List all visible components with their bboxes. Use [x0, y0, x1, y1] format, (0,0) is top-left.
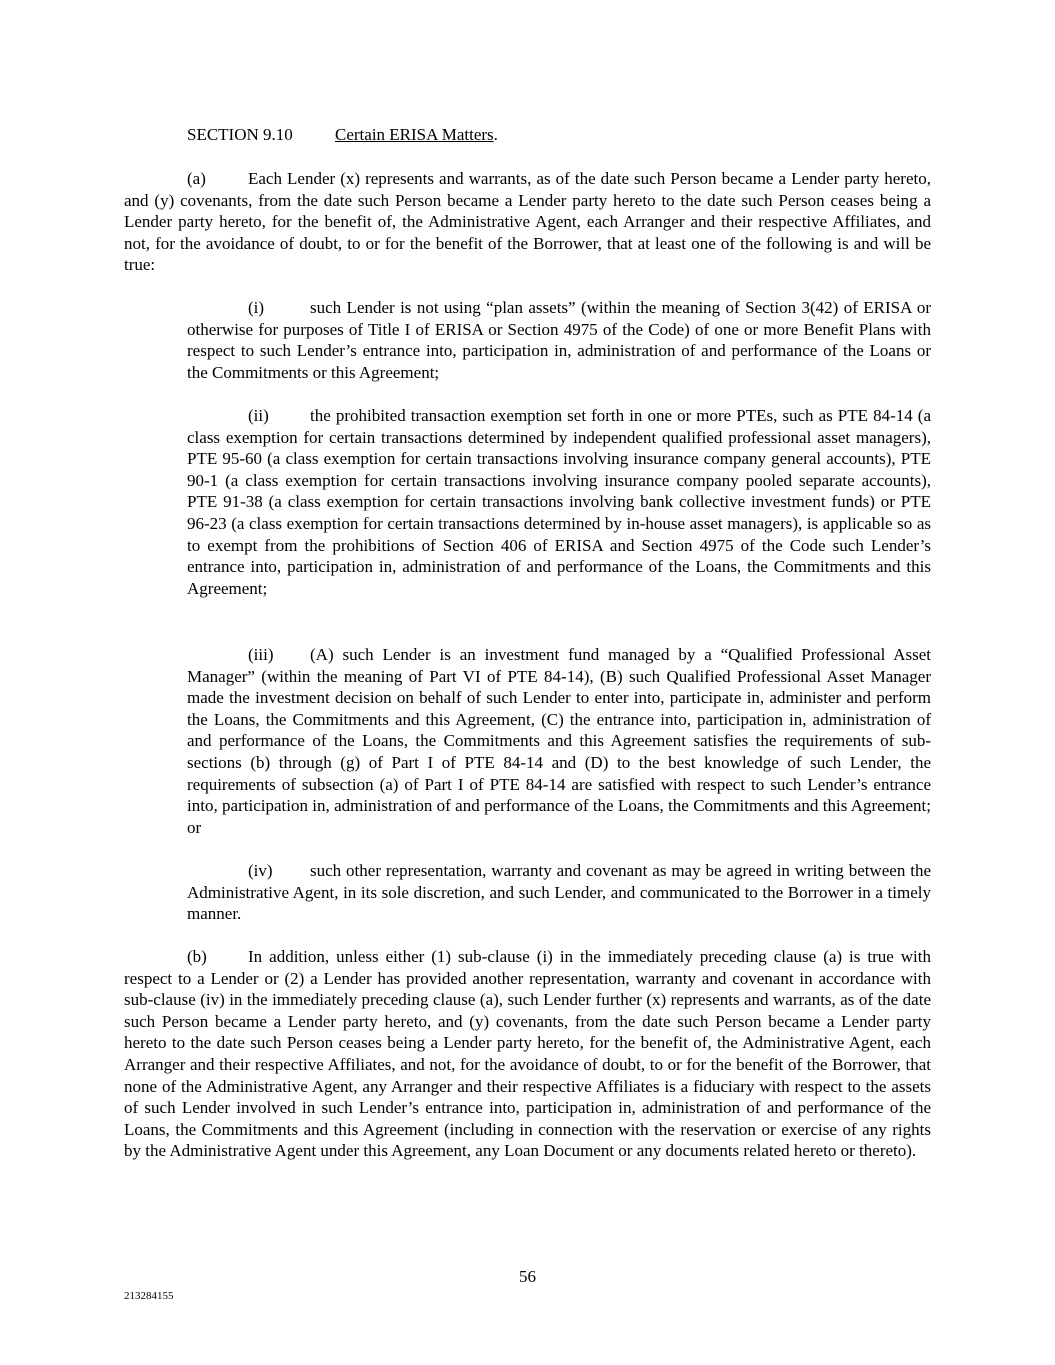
clause-b-label: (b) [187, 947, 207, 966]
subclause-iv-label: (iv) [248, 861, 273, 880]
document-id: 213284155 [124, 1290, 174, 1302]
clause-a-label: (a) [187, 169, 206, 188]
section-number: SECTION 9.10 [187, 125, 293, 144]
subclause-iv-text: such other representation, warranty and covenant as may be agreed in writing between the Administrative Agent, in its sole discretion, and such Lender, and communicated to the Borrower in a timely manner. [187, 861, 931, 924]
clause-b [124, 946, 931, 1162]
subclause-iv [187, 860, 931, 925]
subclause-i-label: (i) [248, 298, 265, 317]
page-number: 56 [519, 1267, 536, 1286]
subclause-ii-text: the prohibited transaction exemption set forth in one or more PTEs, such as PTE 84-14 (a class exemption for certain transactions determined by independent qualified professional asset managers), PTE 95-60 (a class exemption for certain transactions involving insurance company general accounts), PTE 90-1 (a class exemption for certain transactions involving insurance company pooled separate accounts), PTE 91-38 (a class exemption for certain transactions involving bank collective investment funds) or PTE 96-23 (a class exemption for certain transactions determined by in-house asset managers), is applicable so as to exempt from the prohibitions of Section 406 of ERISA and Section 4975 of the Code such Lender’s entrance into, participation in, administration of and performance of the Loans, the Commitments and this Agreement; [187, 406, 931, 598]
subclause-i-text: such Lender is not using “plan assets” (within the meaning of Section 3(42) of ERISA or otherwise for purposes of Title I of ERISA or Section 4975 of the Code) of one or more Benefit Plans with respect to such Lender’s entrance into, participation in, administration of and performance of the Loans or the Commitments or this Agreement; [187, 298, 931, 382]
section-title: Certain ERISA Matters [335, 125, 494, 144]
subclause-ii-label: (ii) [248, 406, 269, 425]
subclause-iii-text: (A) such Lender is an investment fund managed by a “Qualified Professional Asset Manager” (within the meaning of Part VI of PTE 84-14), (B) such Qualified Professional Asset Manager made the investment decision on behalf of such Lender to enter into, participate in, administer and perform the Loans, the Commitments and this Agreement, (C) the entrance into, participation in, administration of and performance of the Loans, the Commitments and this Agreement satisfies the requirements of sub-sections (b) through (g) of Part I of PTE 84-14 and (D) to the best knowledge of such Lender, the requirements of subsection (a) of Part I of PTE 84-14 are satisfied with respect to such Lender’s entrance into, participation in, administration of and performance of the Loans, the Commitments and this Agreement; or [187, 645, 931, 837]
subclause-i [187, 297, 931, 383]
section-heading [187, 124, 498, 146]
clause-b-text: In addition, unless either (1) sub-clause (i) in the immediately preceding clause (a) is true with respect to a Lender or (2) a Lender has provided another representation, warranty and covenant in accordance with sub-clause (iv) in the immediately preceding clause (a), such Lender further (x) represents and warrants, as of the date such Person became a Lender party hereto, and (y) covenants, from the date such Person became a Lender party hereto to the date such Person ceases being a Lender party hereto, for the benefit of, the Administrative Agent, each Arranger and their respective Affiliates, and not, for the avoidance of doubt, to or for the benefit of the Borrower, that none of the Administrative Agent, any Arranger and their respective Affiliates is a fiduciary with respect to the assets of such Lender involved in such Lender’s entrance into, participation in, administration of and performance of the Loans, the Commitments and this Agreement (including in connection with the reservation or exercise of any rights by the Administrative Agent under this Agreement, any Loan Document or any documents related hereto or thereto). [124, 947, 931, 1161]
subclause-iii-label: (iii) [248, 645, 274, 664]
clause-a [124, 168, 931, 276]
clause-a-text: Each Lender (x) represents and warrants, as of the date such Person became a Lender party hereto, and (y) covenants, from the date such Person became a Lender party hereto to the date such Person ceases being a Lender party hereto, for the benefit of, the Administrative Agent, each Arranger and their respective Affiliates, and not, for the avoidance of doubt, to or for the benefit of the Borrower, that at least one of the following is and will be true: [124, 169, 931, 275]
subclause-ii [187, 405, 931, 599]
subclause-iii [187, 644, 931, 838]
section-title-suffix: . [493, 125, 498, 144]
